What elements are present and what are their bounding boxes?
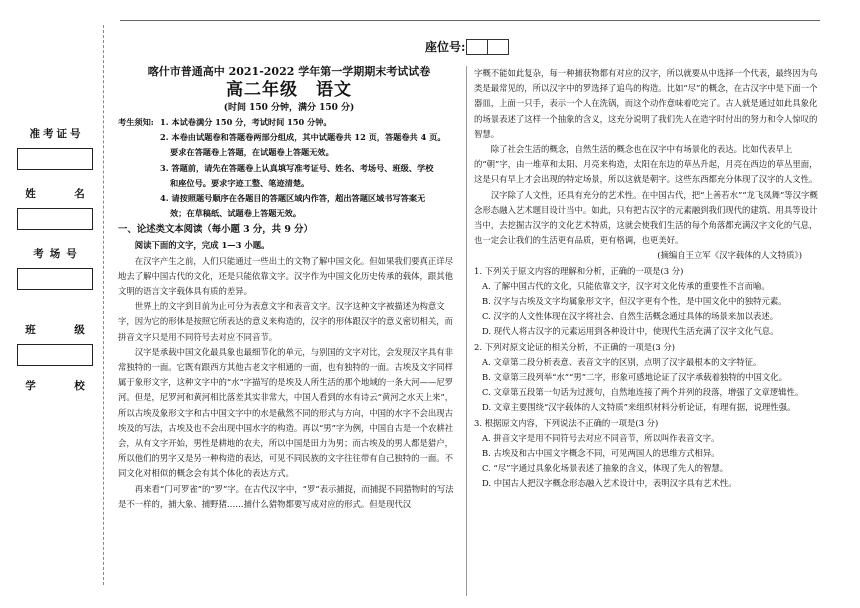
field-exam-room [0, 246, 110, 290]
field-school [0, 378, 110, 393]
field-class [0, 322, 110, 366]
class-box[interactable] [17, 344, 93, 366]
question-option: D. 文章主要围绕“汉字载体的人文特质”来组织材料分析论证，有理有据，说理性强。 [482, 402, 796, 413]
question-option: B. 文章第三段列举“水”“男”二字，形象可感地论证了汉字承载着独特的中国文化。 [482, 372, 787, 383]
exam-notes [118, 115, 460, 221]
right-column [474, 66, 820, 492]
seat-box[interactable] [487, 39, 509, 55]
exam-title: 喀什市普通高中 2021-2022 学年第一学期期末考试试卷 [147, 65, 431, 78]
question-option: C. 文章第五段第一句话为过渡句，自然地连接了两个并列的段落，增强了文章逻辑性。 [482, 387, 804, 398]
question-option: C. “尽”字通过具象化场景表述了抽象的含义，体现了先人的智慧。 [482, 463, 729, 474]
section-title: 一、论述类文本阅读（每小题 3 分，共 9 分） [118, 224, 313, 236]
question-option: B. 古埃及和古中国文字概念不同，可见两国人的思维方式相异。 [482, 448, 720, 459]
sidebar [0, 0, 110, 608]
seat-label: 座位号: [425, 40, 466, 54]
name-box[interactable] [17, 208, 93, 230]
question-option: B. 汉字与古埃及文字均属象形文字，但汉字更有个性，是中国文化中的独特元素。 [482, 296, 787, 307]
passage-paragraph: 除了社会生活的概念，自然生活的概念也在汉字中有场景化的表达。比如代表早上的“朝”字，由一堆草和太阳、月亮来构造，太阳在东边的草丛升起，月亮在西边的草丛里面，这是只有早上才会出现的特定场景，所以这就是朝字。这些东西都充分体现了汉字的人文性。 [474, 144, 818, 185]
binding-line [103, 25, 104, 585]
notes-item: 3. 答题前，请先在答题卷上认真填写准考证号、姓名、考场号、班级、学校 [160, 162, 434, 173]
field-label: 考场号 [33, 248, 83, 260]
field-label: 班 级 [25, 324, 99, 336]
passage-paragraph: 汉字是承载中国文化最具象也最细节化的单元，与别国的文字对比，会发现汉字具有非常独特的一面。它既有跟西方其他古老文字相通的一面，也有独特的一面。古埃及文字同样属于象形文字，这种文字中的“水”字描写的是埃及人所生活的那个地域的一条大河——尼罗河。但是，尼罗河和黄河相比落差其实非常大，中国人看到的水有诗云“黄河之水天上来”，所以古埃及象形文字和古中国文字中的水是截然不同的形式与方向，中国的水字不会出现古埃及的写法，古埃及也不会出现中国水字的构造。再以“男”字为例，中国自古是一个农耕社会，从有文字开始，男性是耕地的农夫，所以中国是田力为男；而古埃及的男人都是猎户，所以他们的男字又是另一种构造的表达，可见不同民族的文字往往带有自己独特的一面。不同文化对相似的概念会有其个体化的表达方式。 [118, 346, 454, 479]
exam-time: (时间 150 分钟，满分 150 分) [223, 103, 355, 113]
question-option: C. 汉字的人文性体现在汉字将社会、自然生活概念通过具体的场景来加以表述。 [482, 311, 779, 322]
field-name [0, 186, 110, 230]
question-2 [474, 340, 820, 416]
notes-item: 2. 本卷由试题卷和答题卷两部分组成，其中试题卷共 12 页，答题卷共 4 页。 [160, 132, 446, 143]
column-separator [466, 66, 467, 596]
question-option: D. 现代人将古汉字的元素运用到各种设计中，使现代生活充满了汉字文化气息。 [482, 326, 779, 337]
question-option: A. 了解中国古代的文化，只能依靠文字，汉字对文化传承的重要性不言而喻。 [482, 280, 770, 291]
passage-paragraph: 在汉字产生之前，人们只能通过一些出土的文物了解中国文化。但如果我们要真正详尽地去了解中国古代的文化，还是只能依靠文字。汉字作为中国文化历史传承的载体，跟其他文明的语言文字载体具有质的差异。 [118, 255, 454, 297]
field-admission-number [0, 126, 110, 170]
left-column [118, 64, 460, 512]
notes-item: 效；在草稿纸、试题卷上答题无效。 [170, 208, 302, 219]
question-option: A. 拼音文字是用不同符号去对应不同音节，所以叫作表音文字。 [482, 432, 720, 443]
field-label: 学 校 [25, 380, 99, 392]
question-1 [474, 264, 820, 340]
notes-head: 考生须知: [118, 117, 154, 127]
question-option: A. 文章第二段分析表意、表音文字的区别，点明了汉字最根本的文字特征。 [482, 356, 762, 367]
notes-item: 1. 本试卷满分 150 分，考试时间 150 分钟。 [160, 117, 332, 127]
question-stem: 2. 下列对原文论证的相关分析，不正确的一项是(3 分) [474, 341, 676, 352]
section-instruction: 阅读下面的文字，完成 1—3 小题。 [134, 240, 270, 251]
passage-paragraph: 世界上的文字到目前为止可分为表意文字和表音文字。汉字这种文字被描述为构意文字，因为它的形体是按照它所表达的意义来构造的，汉字的形体跟汉字的意义密切相关，而拼音文字只是用不同符号去对应不同音节。 [118, 301, 453, 342]
field-label: 准考证号 [29, 128, 84, 140]
notes-item: 和座位号。要求字迹工整、笔迹清楚。 [170, 177, 310, 188]
admission-number-box[interactable] [17, 148, 93, 170]
passage-paragraph: 再来看“门可罗雀”的“罗”字。在古代汉字中，“罗”表示捕捉，而捕捉不同猎物时的写法是不一样的，捕大象、捕野猪……捕什么猎物都要写成对应的形式。但是现代汉 [118, 483, 454, 509]
passage-paragraph: 汉字除了人文性，还具有充分的艺术性。在中国古代，把“上善若水”“龙飞凤舞”等汉字概念形态融入艺术题目设计当中。如此，只有把古汉字的元素融到我们现代的建筑、用具等设计当中，去挖掘古汉字的文化艺术特质，这就会使我们生活的每个角落都充满汉字文化的气息，也一定会让我们的生活更有品质，更有格调，也更美好。 [474, 189, 818, 246]
notes-item: 要求在答题卷上答题，在试题卷上答题无效。 [170, 147, 334, 158]
question-stem: 1. 下列关于原文内容的理解和分析，正确的一项是(3 分) [474, 265, 684, 276]
passage-source: (摘编自王立军《汉字载体的人文特质》) [657, 250, 802, 261]
exam-subtitle: 高二年级 语文 [226, 80, 352, 100]
seat-number [425, 38, 509, 55]
passage-paragraph: 字概不能如此复杂，每一种捕获物都有对应的汉字，所以就要从中选择一个代表，最终因为鸟类是最常见的，所以汉字中的罗选择了追鸟的构造。比如“尽”的概念，在古汉字中是下面一个器皿，上面一只手，表示一个人在洗锅，而这个动作意味着吃完了。古人就是通过如此具象化的场景表述了这样一个抽象的含义，这充分说明了我们先人在造字时付出的努力和令人惊叹的智慧。 [474, 68, 818, 139]
question-option: D. 中国古人把汉字概念形态融入艺术设计中，表明汉字具有艺术性。 [482, 478, 737, 489]
seat-box[interactable] [466, 39, 488, 55]
exam-room-box[interactable] [17, 268, 93, 290]
question-3 [474, 416, 820, 492]
top-rule [120, 20, 820, 21]
notes-item: 4. 请按照题号顺序在各题目的答题区域内作答，超出答题区域书写答案无 [160, 193, 426, 204]
question-stem: 3. 根据原文内容，下列说法不正确的一项是(3 分) [474, 417, 659, 428]
field-label: 姓 名 [25, 188, 99, 200]
